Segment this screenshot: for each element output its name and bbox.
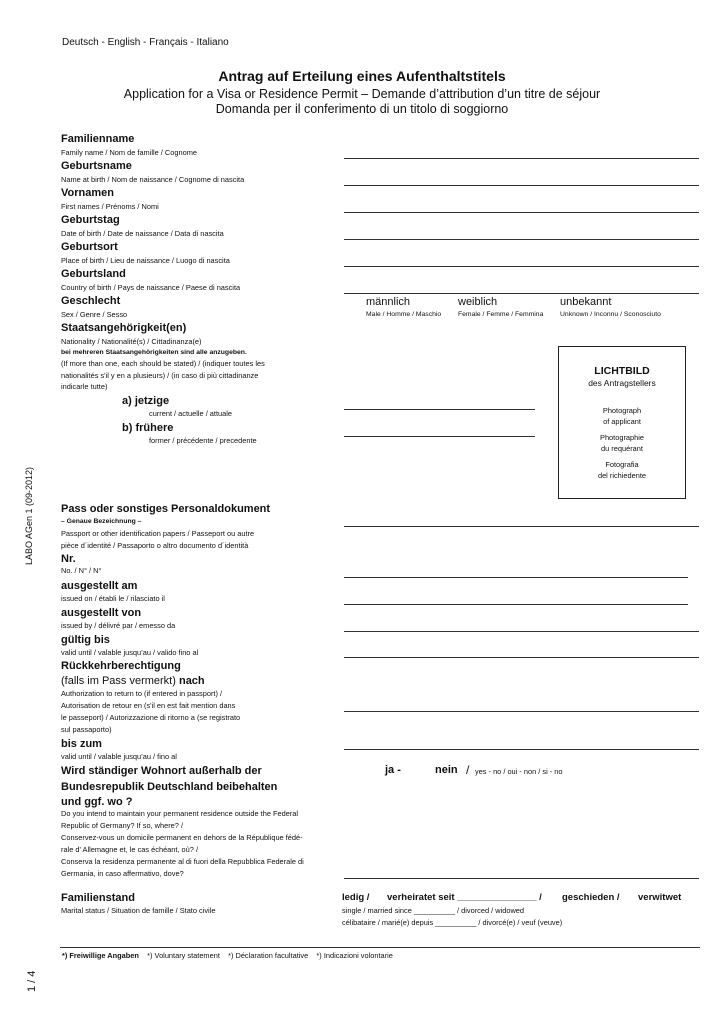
return-translation-3: le passeport) / Autorizzazione di ritorno a (se registrato	[61, 713, 241, 722]
photo-fr-1: Photographie	[600, 433, 644, 442]
nationality-note-3: indicarle tutte)	[61, 382, 108, 391]
birth-name-translation: Name at birth / Nom de naissance / Cognome di nascita	[61, 175, 245, 184]
residence-yes-no-separator: /	[466, 763, 470, 777]
nationality-note-bold: bei mehreren Staatsangehörigkeiten sind alle anzugeben.	[61, 349, 247, 356]
passport-translation-1: Passport or other identification papers / Passeport ou autre	[61, 529, 255, 538]
birth-country-label: Geburtsland	[61, 268, 126, 280]
footer-divider	[60, 947, 700, 948]
sex-option-male[interactable]: männlich	[366, 296, 411, 308]
nationality-label: Staatsangehörigkeit(en)	[61, 322, 187, 334]
passport-number-translation: No. / N° / N°	[61, 566, 102, 575]
return-until-translation: valid until / valable jusqu’au / fino al	[61, 752, 177, 761]
footer-note-it: *) Indicazioni volontarie	[316, 951, 393, 960]
photo-box	[558, 346, 686, 499]
photo-title: LICHTBILD	[594, 365, 650, 377]
passport-label: Pass oder sonstiges Personaldokument	[61, 503, 271, 515]
footer-notes	[62, 951, 393, 960]
return-authorization-line-2	[61, 675, 205, 687]
residence-translation-4: rale d' Allemagne et, le cas échéant, où? /	[61, 845, 198, 854]
language-list: Deutsch - English - Français - Italiano	[62, 37, 229, 48]
residence-translation-5: Conserva la residenza permanente al di fuori della Repubblica Federale di	[61, 857, 304, 866]
valid-until-input-line[interactable]	[344, 657, 699, 658]
issued-on-translation: issued on / établi le / rilasciato il	[61, 594, 165, 603]
birth-date-input-line[interactable]	[344, 239, 699, 240]
marital-married-option[interactable]: verheiratet seit _______________ /	[387, 892, 542, 903]
current-nationality-input-line[interactable]	[344, 409, 535, 410]
photo-fr-2: du requérant	[601, 444, 643, 453]
former-nationality-label: b) frühere	[122, 422, 174, 434]
former-nationality-input-line[interactable]	[344, 436, 535, 437]
photo-it-1: Fotografia	[605, 460, 639, 469]
issued-by-input-line[interactable]	[344, 631, 699, 632]
passport-subtitle: – Genaue Bezeichnung –	[61, 518, 142, 525]
sex-translation: Sex / Genre / Sesso	[61, 310, 128, 319]
birth-name-label: Geburtsname	[61, 160, 132, 172]
residence-yes-option[interactable]: ja -	[385, 764, 401, 776]
footer-note-fr: *) Déclaration facultative	[228, 951, 309, 960]
form-code: LABO AGen 1 (09-2012)	[24, 466, 34, 565]
marital-status-translation: Marital status / Situation de famille / Stato civile	[61, 906, 216, 915]
form-subtitle-1: Application for a Visa or Residence Permit – Demande d’attribution d’un titre de séjour	[123, 87, 601, 101]
marital-divorced-option[interactable]: geschieden /	[562, 892, 620, 903]
photo-it-2: del richiedente	[597, 471, 647, 480]
sex-option-female-translation: Female / Femme / Femmina	[458, 311, 544, 318]
marital-widowed-option[interactable]: verwitwet	[638, 892, 682, 903]
sex-option-female[interactable]: weiblich	[458, 296, 498, 308]
family-name-input-line[interactable]	[344, 158, 699, 159]
birth-place-label: Geburtsort	[61, 241, 118, 253]
return-authorization-input-line[interactable]	[344, 711, 699, 712]
nationality-note-1: (If more than one, each should be stated) / (indiquer toutes les	[61, 359, 265, 368]
birth-date-label: Geburtstag	[61, 214, 120, 226]
footer-note-en: *) Voluntary statement	[147, 951, 220, 960]
birth-date-translation: Date of birth / Date de naissance / Data di nascita	[61, 229, 224, 238]
first-names-translation: First names / Prénoms / Nomi	[61, 202, 159, 211]
form-title: Antrag auf Erteilung eines Aufenthaltstitels	[218, 68, 506, 84]
birth-name-input-line[interactable]	[344, 185, 699, 186]
footer-note-de: *) Freiwillige Angaben	[62, 951, 139, 960]
first-names-input-line[interactable]	[344, 212, 699, 213]
return-translation-2: Autorisation de retour en (s'il en est fait mention dans	[61, 701, 236, 710]
valid-until-translation: valid until / valable jusqu’au / valido fino al	[61, 648, 199, 657]
return-authorization-to: nach	[178, 675, 205, 687]
return-translation-1: Authorization to return to (if entered in passport) /	[61, 689, 223, 698]
photo-en-2: of applicant	[603, 417, 641, 426]
issued-on-label: ausgestellt am	[61, 580, 138, 592]
residence-translation-3: Conservez-vous un domicile permanent en dehors de la République fédé-	[61, 833, 303, 842]
family-name-translation: Family name / Nom de famille / Cognome	[61, 148, 197, 157]
residence-no-option[interactable]: nein	[435, 764, 458, 776]
marital-english: single / married since __________ / divorced / widowed	[342, 906, 524, 915]
return-until-input-line[interactable]	[344, 749, 699, 750]
photo-en-1: Photograph	[602, 406, 642, 415]
photo-subtitle: des Antragstellers	[588, 378, 656, 388]
residence-input-line[interactable]	[344, 878, 699, 879]
marital-single-option[interactable]: ledig /	[342, 892, 370, 903]
residence-question-3: und ggf. wo ?	[61, 796, 133, 808]
birth-country-input-line[interactable]	[344, 293, 699, 294]
sex-option-unknown-translation: Unknown / Inconnu / Sconosciuto	[560, 311, 661, 318]
issued-on-input-line[interactable]	[344, 604, 688, 605]
nationality-note-2: nationalités s'il y en a plusieurs) / (in caso di più cittadinanze	[61, 371, 259, 380]
return-translation-4: sul passaporto)	[61, 725, 112, 734]
marital-status-label: Familienstand	[61, 892, 135, 904]
residence-yes-no-translation: yes - no / oui - non / si - no	[475, 767, 563, 776]
birth-country-translation: Country of birth / Pays de naissance / Paese di nascita	[61, 283, 241, 292]
residence-translation-6: Germania, in caso affermativo, dove?	[61, 869, 184, 878]
issued-by-label: ausgestellt von	[61, 607, 142, 619]
sex-label: Geschlecht	[61, 295, 121, 307]
passport-number-label: Nr.	[61, 553, 76, 565]
family-name-label: Familienname	[61, 133, 135, 145]
residence-translation-1: Do you intend to maintain your permanent residence outside the Federal	[61, 809, 299, 818]
birth-place-input-line[interactable]	[344, 266, 699, 267]
marital-french: célibataire / marié(e) depuis __________ / divorcé(e) / veuf (veuve)	[342, 918, 563, 927]
passport-translation-2: pièce d´identité / Passaporto o altro documento d´identità	[61, 541, 249, 550]
current-nationality-translation: current / actuelle / attuale	[149, 409, 232, 418]
return-until-label: bis zum	[61, 738, 102, 750]
birth-place-translation: Place of birth / Lieu de naissance / Luogo di nascita	[61, 256, 230, 265]
issued-by-translation: issued by / délivré par / emesso da	[61, 621, 176, 630]
return-authorization-label: Rückkehrberechtigung	[61, 660, 181, 672]
page-number: 1 / 4	[26, 970, 38, 992]
form-subtitle-2: Domanda per il conferimento di un titolo di soggiorno	[215, 102, 509, 116]
residence-question-1: Wird ständiger Wohnort außerhalb der	[61, 765, 262, 777]
current-nationality-label: a) jetzige	[122, 395, 170, 407]
return-authorization-note: (falls im Pass vermerkt)	[61, 675, 176, 687]
valid-until-label: gültig bis	[61, 634, 110, 646]
first-names-label: Vornamen	[61, 187, 114, 199]
nationality-translation: Nationality / Nationalité(s) / Cittadinanza(e)	[61, 337, 202, 346]
sex-option-unknown[interactable]: unbekannt	[560, 296, 612, 308]
former-nationality-translation: former / précédente / precedente	[149, 436, 257, 445]
residence-question-2: Bundesrepublik Deutschland beibehalten	[61, 781, 278, 793]
passport-number-input-line[interactable]	[344, 577, 688, 578]
residence-translation-2: Republic of Germany? If so, where? /	[61, 821, 184, 830]
sex-option-male-translation: Male / Homme / Maschio	[366, 311, 442, 318]
passport-input-line[interactable]	[344, 526, 699, 527]
